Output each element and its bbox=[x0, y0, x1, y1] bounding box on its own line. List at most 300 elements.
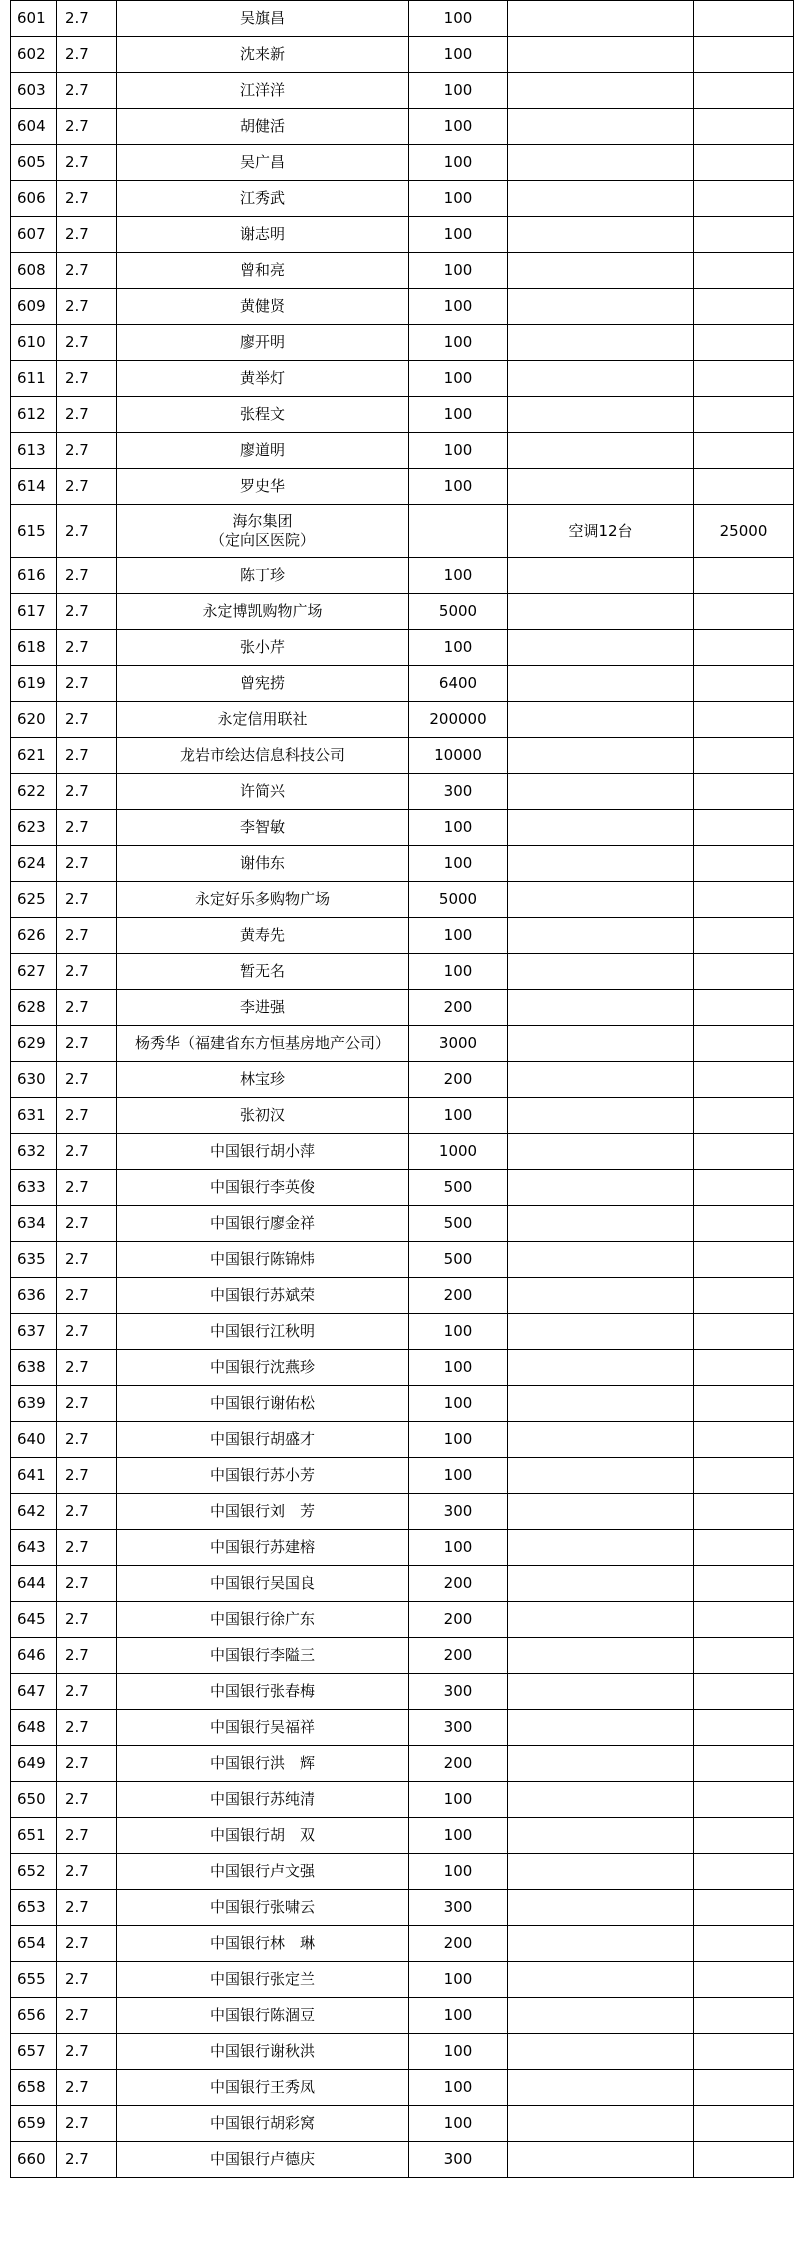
donor-name: 中国银行胡盛才 bbox=[117, 1422, 409, 1458]
row-date: 2.7 bbox=[57, 505, 117, 558]
donor-name: 曾和亮 bbox=[117, 253, 409, 289]
table-row bbox=[11, 990, 794, 1026]
row-number: 610 bbox=[11, 325, 57, 361]
row-number: 639 bbox=[11, 1386, 57, 1422]
donor-name: 中国银行江秋明 bbox=[117, 1314, 409, 1350]
table-row bbox=[11, 505, 794, 558]
donated-goods bbox=[508, 1206, 694, 1242]
donation-amount: 100 bbox=[409, 469, 508, 505]
row-date: 2.7 bbox=[57, 1170, 117, 1206]
row-number: 606 bbox=[11, 181, 57, 217]
row-number: 636 bbox=[11, 1278, 57, 1314]
table-row bbox=[11, 397, 794, 433]
donation-amount: 100 bbox=[409, 2034, 508, 2070]
row-date: 2.7 bbox=[57, 1242, 117, 1278]
row-date: 2.7 bbox=[57, 433, 117, 469]
donation-amount: 200 bbox=[409, 1638, 508, 1674]
goods-value bbox=[694, 774, 794, 810]
row-date: 2.7 bbox=[57, 1062, 117, 1098]
donor-name: 中国银行胡 双 bbox=[117, 1818, 409, 1854]
donated-goods bbox=[508, 846, 694, 882]
row-number: 613 bbox=[11, 433, 57, 469]
row-date: 2.7 bbox=[57, 1278, 117, 1314]
donated-goods bbox=[508, 73, 694, 109]
donation-amount: 100 bbox=[409, 1422, 508, 1458]
donation-amount: 100 bbox=[409, 1530, 508, 1566]
donated-goods bbox=[508, 1638, 694, 1674]
row-number: 617 bbox=[11, 594, 57, 630]
donor-name: 张小芹 bbox=[117, 630, 409, 666]
table-row bbox=[11, 109, 794, 145]
goods-value bbox=[694, 1170, 794, 1206]
donor-name: 中国银行张春梅 bbox=[117, 1674, 409, 1710]
donated-goods bbox=[508, 1458, 694, 1494]
donation-amount: 100 bbox=[409, 181, 508, 217]
row-number: 603 bbox=[11, 73, 57, 109]
donated-goods bbox=[508, 2034, 694, 2070]
donation-amount: 5000 bbox=[409, 882, 508, 918]
row-number: 626 bbox=[11, 918, 57, 954]
row-date: 2.7 bbox=[57, 2070, 117, 2106]
row-number: 624 bbox=[11, 846, 57, 882]
donated-goods bbox=[508, 1278, 694, 1314]
donation-amount: 200000 bbox=[409, 702, 508, 738]
table-row bbox=[11, 217, 794, 253]
donation-amount: 100 bbox=[409, 918, 508, 954]
donation-amount: 100 bbox=[409, 1782, 508, 1818]
table-row bbox=[11, 1278, 794, 1314]
donation-amount: 100 bbox=[409, 217, 508, 253]
donated-goods bbox=[508, 1062, 694, 1098]
row-number: 646 bbox=[11, 1638, 57, 1674]
table-row bbox=[11, 846, 794, 882]
donation-amount: 200 bbox=[409, 1926, 508, 1962]
goods-value bbox=[694, 1746, 794, 1782]
table-row bbox=[11, 558, 794, 594]
row-number: 640 bbox=[11, 1422, 57, 1458]
donated-goods bbox=[508, 1422, 694, 1458]
row-date: 2.7 bbox=[57, 181, 117, 217]
table-row bbox=[11, 1926, 794, 1962]
row-date: 2.7 bbox=[57, 990, 117, 1026]
row-date: 2.7 bbox=[57, 1, 117, 37]
donation-amount: 100 bbox=[409, 810, 508, 846]
goods-value bbox=[694, 1458, 794, 1494]
donor-name: 黄寿先 bbox=[117, 918, 409, 954]
donated-goods bbox=[508, 882, 694, 918]
table-row bbox=[11, 1098, 794, 1134]
table-row bbox=[11, 145, 794, 181]
row-number: 638 bbox=[11, 1350, 57, 1386]
table-row bbox=[11, 1134, 794, 1170]
donor-name: 中国银行张啸云 bbox=[117, 1890, 409, 1926]
donation-amount: 100 bbox=[409, 1350, 508, 1386]
table-row bbox=[11, 1170, 794, 1206]
row-number: 609 bbox=[11, 289, 57, 325]
donor-name: 中国银行胡小萍 bbox=[117, 1134, 409, 1170]
row-date: 2.7 bbox=[57, 846, 117, 882]
donated-goods bbox=[508, 1314, 694, 1350]
row-date: 2.7 bbox=[57, 1350, 117, 1386]
row-date: 2.7 bbox=[57, 1710, 117, 1746]
row-date: 2.7 bbox=[57, 1782, 117, 1818]
row-number: 632 bbox=[11, 1134, 57, 1170]
donated-goods bbox=[508, 289, 694, 325]
row-date: 2.7 bbox=[57, 1926, 117, 1962]
row-number: 622 bbox=[11, 774, 57, 810]
donor-name: 暂无名 bbox=[117, 954, 409, 990]
row-date: 2.7 bbox=[57, 1854, 117, 1890]
donor-name: 杨秀华（福建省东方恒基房地产公司） bbox=[117, 1026, 409, 1062]
goods-value bbox=[694, 2070, 794, 2106]
row-number: 651 bbox=[11, 1818, 57, 1854]
table-row bbox=[11, 361, 794, 397]
row-number: 612 bbox=[11, 397, 57, 433]
row-number: 627 bbox=[11, 954, 57, 990]
donated-goods bbox=[508, 1890, 694, 1926]
donor-name: 中国银行王秀凤 bbox=[117, 2070, 409, 2106]
row-date: 2.7 bbox=[57, 666, 117, 702]
donation-amount: 300 bbox=[409, 2142, 508, 2178]
donation-amount: 100 bbox=[409, 1314, 508, 1350]
donor-name: 中国银行吴国良 bbox=[117, 1566, 409, 1602]
goods-value bbox=[694, 2106, 794, 2142]
donated-goods bbox=[508, 1494, 694, 1530]
row-date: 2.7 bbox=[57, 1998, 117, 2034]
donated-goods bbox=[508, 1170, 694, 1206]
table-row bbox=[11, 1386, 794, 1422]
donation-amount: 100 bbox=[409, 325, 508, 361]
donated-goods bbox=[508, 810, 694, 846]
donated-goods bbox=[508, 2070, 694, 2106]
table-row bbox=[11, 1962, 794, 1998]
donation-amount: 200 bbox=[409, 990, 508, 1026]
row-number: 637 bbox=[11, 1314, 57, 1350]
donated-goods bbox=[508, 954, 694, 990]
goods-value bbox=[694, 1926, 794, 1962]
donated-goods bbox=[508, 738, 694, 774]
row-number: 611 bbox=[11, 361, 57, 397]
donation-amount: 300 bbox=[409, 1674, 508, 1710]
goods-value bbox=[694, 1206, 794, 1242]
row-date: 2.7 bbox=[57, 1818, 117, 1854]
row-number: 652 bbox=[11, 1854, 57, 1890]
donated-goods bbox=[508, 1854, 694, 1890]
donor-name: 中国银行吴福祥 bbox=[117, 1710, 409, 1746]
donor-name: 永定信用联社 bbox=[117, 702, 409, 738]
goods-value bbox=[694, 594, 794, 630]
donated-goods bbox=[508, 990, 694, 1026]
goods-value bbox=[694, 1602, 794, 1638]
table-row bbox=[11, 2106, 794, 2142]
donation-amount: 100 bbox=[409, 2106, 508, 2142]
donation-amount: 100 bbox=[409, 289, 508, 325]
goods-value bbox=[694, 1062, 794, 1098]
row-number: 657 bbox=[11, 2034, 57, 2070]
goods-value bbox=[694, 1314, 794, 1350]
row-date: 2.7 bbox=[57, 217, 117, 253]
row-date: 2.7 bbox=[57, 253, 117, 289]
row-date: 2.7 bbox=[57, 1530, 117, 1566]
goods-value bbox=[694, 990, 794, 1026]
goods-value bbox=[694, 882, 794, 918]
donated-goods bbox=[508, 918, 694, 954]
table-row bbox=[11, 2034, 794, 2070]
row-date: 2.7 bbox=[57, 1962, 117, 1998]
donation-amount: 1000 bbox=[409, 1134, 508, 1170]
row-number: 625 bbox=[11, 882, 57, 918]
goods-value bbox=[694, 145, 794, 181]
goods-value bbox=[694, 109, 794, 145]
goods-value bbox=[694, 666, 794, 702]
table-row bbox=[11, 1314, 794, 1350]
row-date: 2.7 bbox=[57, 109, 117, 145]
table-row bbox=[11, 1, 794, 37]
donation-amount: 200 bbox=[409, 1746, 508, 1782]
donor-name: 中国银行李隘三 bbox=[117, 1638, 409, 1674]
donor-name: 沈来新 bbox=[117, 37, 409, 73]
row-number: 607 bbox=[11, 217, 57, 253]
table-row bbox=[11, 289, 794, 325]
donor-name: 陈丁珍 bbox=[117, 558, 409, 594]
donor-name: 林宝珍 bbox=[117, 1062, 409, 1098]
table-row bbox=[11, 1206, 794, 1242]
goods-value bbox=[694, 1710, 794, 1746]
goods-value bbox=[694, 397, 794, 433]
row-date: 2.7 bbox=[57, 1602, 117, 1638]
row-number: 602 bbox=[11, 37, 57, 73]
donated-goods: 空调12台 bbox=[508, 505, 694, 558]
goods-value bbox=[694, 630, 794, 666]
goods-value bbox=[694, 1818, 794, 1854]
donor-name: 谢伟东 bbox=[117, 846, 409, 882]
donor-name: 中国银行苏小芳 bbox=[117, 1458, 409, 1494]
row-number: 618 bbox=[11, 630, 57, 666]
row-number: 608 bbox=[11, 253, 57, 289]
table-row bbox=[11, 1818, 794, 1854]
goods-value bbox=[694, 361, 794, 397]
donated-goods bbox=[508, 774, 694, 810]
row-date: 2.7 bbox=[57, 1026, 117, 1062]
donated-goods bbox=[508, 1134, 694, 1170]
donated-goods bbox=[508, 1350, 694, 1386]
donation-amount: 500 bbox=[409, 1206, 508, 1242]
goods-value bbox=[694, 1530, 794, 1566]
row-date: 2.7 bbox=[57, 2106, 117, 2142]
goods-value bbox=[694, 1350, 794, 1386]
table-row bbox=[11, 1998, 794, 2034]
row-number: 623 bbox=[11, 810, 57, 846]
row-number: 634 bbox=[11, 1206, 57, 1242]
goods-value bbox=[694, 1782, 794, 1818]
row-date: 2.7 bbox=[57, 1494, 117, 1530]
donor-name: 吴广昌 bbox=[117, 145, 409, 181]
donation-amount: 200 bbox=[409, 1278, 508, 1314]
donation-amount: 100 bbox=[409, 253, 508, 289]
donor-name: 中国银行苏建榕 bbox=[117, 1530, 409, 1566]
donor-name: 中国银行陈锦炜 bbox=[117, 1242, 409, 1278]
table-row bbox=[11, 253, 794, 289]
goods-value bbox=[694, 954, 794, 990]
row-number: 644 bbox=[11, 1566, 57, 1602]
donor-name: 永定博凯购物广场 bbox=[117, 594, 409, 630]
goods-value bbox=[694, 1422, 794, 1458]
row-date: 2.7 bbox=[57, 918, 117, 954]
donation-amount bbox=[409, 505, 508, 558]
row-number: 655 bbox=[11, 1962, 57, 1998]
donation-amount: 100 bbox=[409, 1458, 508, 1494]
donated-goods bbox=[508, 253, 694, 289]
donation-amount: 100 bbox=[409, 145, 508, 181]
donor-name: 曾宪捞 bbox=[117, 666, 409, 702]
goods-value bbox=[694, 217, 794, 253]
table-row bbox=[11, 1854, 794, 1890]
row-date: 2.7 bbox=[57, 1098, 117, 1134]
row-date: 2.7 bbox=[57, 774, 117, 810]
row-number: 641 bbox=[11, 1458, 57, 1494]
goods-value bbox=[694, 1854, 794, 1890]
donation-amount: 100 bbox=[409, 397, 508, 433]
row-date: 2.7 bbox=[57, 954, 117, 990]
table-row bbox=[11, 954, 794, 990]
donor-name: 李智敏 bbox=[117, 810, 409, 846]
donated-goods bbox=[508, 433, 694, 469]
donation-amount: 100 bbox=[409, 37, 508, 73]
row-number: 645 bbox=[11, 1602, 57, 1638]
goods-value bbox=[694, 181, 794, 217]
row-number: 614 bbox=[11, 469, 57, 505]
donation-amount: 500 bbox=[409, 1242, 508, 1278]
goods-value bbox=[694, 73, 794, 109]
donated-goods bbox=[508, 1530, 694, 1566]
donor-name: 中国银行洪 辉 bbox=[117, 1746, 409, 1782]
donated-goods bbox=[508, 469, 694, 505]
goods-value bbox=[694, 810, 794, 846]
table-row bbox=[11, 1890, 794, 1926]
row-number: 659 bbox=[11, 2106, 57, 2142]
donor-name: 许简兴 bbox=[117, 774, 409, 810]
donor-name: 黄举灯 bbox=[117, 361, 409, 397]
table-row bbox=[11, 738, 794, 774]
table-row bbox=[11, 2070, 794, 2106]
row-date: 2.7 bbox=[57, 289, 117, 325]
row-date: 2.7 bbox=[57, 738, 117, 774]
donor-name: 吴旗昌 bbox=[117, 1, 409, 37]
row-date: 2.7 bbox=[57, 1134, 117, 1170]
goods-value bbox=[694, 738, 794, 774]
table-row bbox=[11, 1566, 794, 1602]
donation-amount: 100 bbox=[409, 846, 508, 882]
row-date: 2.7 bbox=[57, 882, 117, 918]
donation-amount: 100 bbox=[409, 1998, 508, 2034]
row-date: 2.7 bbox=[57, 37, 117, 73]
donated-goods bbox=[508, 666, 694, 702]
donation-amount: 100 bbox=[409, 954, 508, 990]
goods-value bbox=[694, 702, 794, 738]
donor-name: 李进强 bbox=[117, 990, 409, 1026]
row-number: 654 bbox=[11, 1926, 57, 1962]
row-date: 2.7 bbox=[57, 810, 117, 846]
table-row bbox=[11, 325, 794, 361]
donor-name: 江秀武 bbox=[117, 181, 409, 217]
row-date: 2.7 bbox=[57, 73, 117, 109]
row-date: 2.7 bbox=[57, 2142, 117, 2178]
donor-name: 中国银行卢文强 bbox=[117, 1854, 409, 1890]
table-row bbox=[11, 630, 794, 666]
donor-name: 廖道明 bbox=[117, 433, 409, 469]
donation-amount: 100 bbox=[409, 361, 508, 397]
donor-name: 中国银行张定兰 bbox=[117, 1962, 409, 1998]
goods-value bbox=[694, 1386, 794, 1422]
donated-goods bbox=[508, 630, 694, 666]
row-date: 2.7 bbox=[57, 630, 117, 666]
donor-name: 中国银行廖金祥 bbox=[117, 1206, 409, 1242]
row-number: 635 bbox=[11, 1242, 57, 1278]
donated-goods bbox=[508, 2106, 694, 2142]
table-row bbox=[11, 918, 794, 954]
row-number: 643 bbox=[11, 1530, 57, 1566]
row-date: 2.7 bbox=[57, 558, 117, 594]
donation-amount: 100 bbox=[409, 1818, 508, 1854]
donor-name: 胡健活 bbox=[117, 109, 409, 145]
row-number: 650 bbox=[11, 1782, 57, 1818]
table-row bbox=[11, 1062, 794, 1098]
row-date: 2.7 bbox=[57, 594, 117, 630]
row-date: 2.7 bbox=[57, 397, 117, 433]
donation-amount: 300 bbox=[409, 1494, 508, 1530]
row-number: 605 bbox=[11, 145, 57, 181]
goods-value bbox=[694, 325, 794, 361]
donation-amount: 100 bbox=[409, 433, 508, 469]
goods-value: 25000 bbox=[694, 505, 794, 558]
donation-amount: 100 bbox=[409, 1386, 508, 1422]
donor-name: 张程文 bbox=[117, 397, 409, 433]
donated-goods bbox=[508, 1926, 694, 1962]
donated-goods bbox=[508, 1962, 694, 1998]
row-date: 2.7 bbox=[57, 1206, 117, 1242]
goods-value bbox=[694, 433, 794, 469]
donation-amount: 6400 bbox=[409, 666, 508, 702]
goods-value bbox=[694, 2034, 794, 2070]
row-number: 658 bbox=[11, 2070, 57, 2106]
table-row bbox=[11, 666, 794, 702]
donor-name: 中国银行沈燕珍 bbox=[117, 1350, 409, 1386]
row-number: 620 bbox=[11, 702, 57, 738]
donor-name: 中国银行苏斌荣 bbox=[117, 1278, 409, 1314]
donated-goods bbox=[508, 1098, 694, 1134]
table-row bbox=[11, 1242, 794, 1278]
table-row bbox=[11, 1638, 794, 1674]
row-number: 653 bbox=[11, 1890, 57, 1926]
donation-amount: 100 bbox=[409, 1962, 508, 1998]
donated-goods bbox=[508, 397, 694, 433]
donated-goods bbox=[508, 1566, 694, 1602]
row-date: 2.7 bbox=[57, 1458, 117, 1494]
donation-amount: 100 bbox=[409, 2070, 508, 2106]
donation-amount: 300 bbox=[409, 1890, 508, 1926]
goods-value bbox=[694, 1674, 794, 1710]
goods-value bbox=[694, 1962, 794, 1998]
donated-goods bbox=[508, 702, 694, 738]
row-date: 2.7 bbox=[57, 1314, 117, 1350]
donor-name: 中国银行卢德庆 bbox=[117, 2142, 409, 2178]
goods-value bbox=[694, 1278, 794, 1314]
donated-goods bbox=[508, 1818, 694, 1854]
donor-name: 龙岩市绘达信息科技公司 bbox=[117, 738, 409, 774]
goods-value bbox=[694, 2142, 794, 2178]
donated-goods bbox=[508, 1710, 694, 1746]
table-row bbox=[11, 1674, 794, 1710]
